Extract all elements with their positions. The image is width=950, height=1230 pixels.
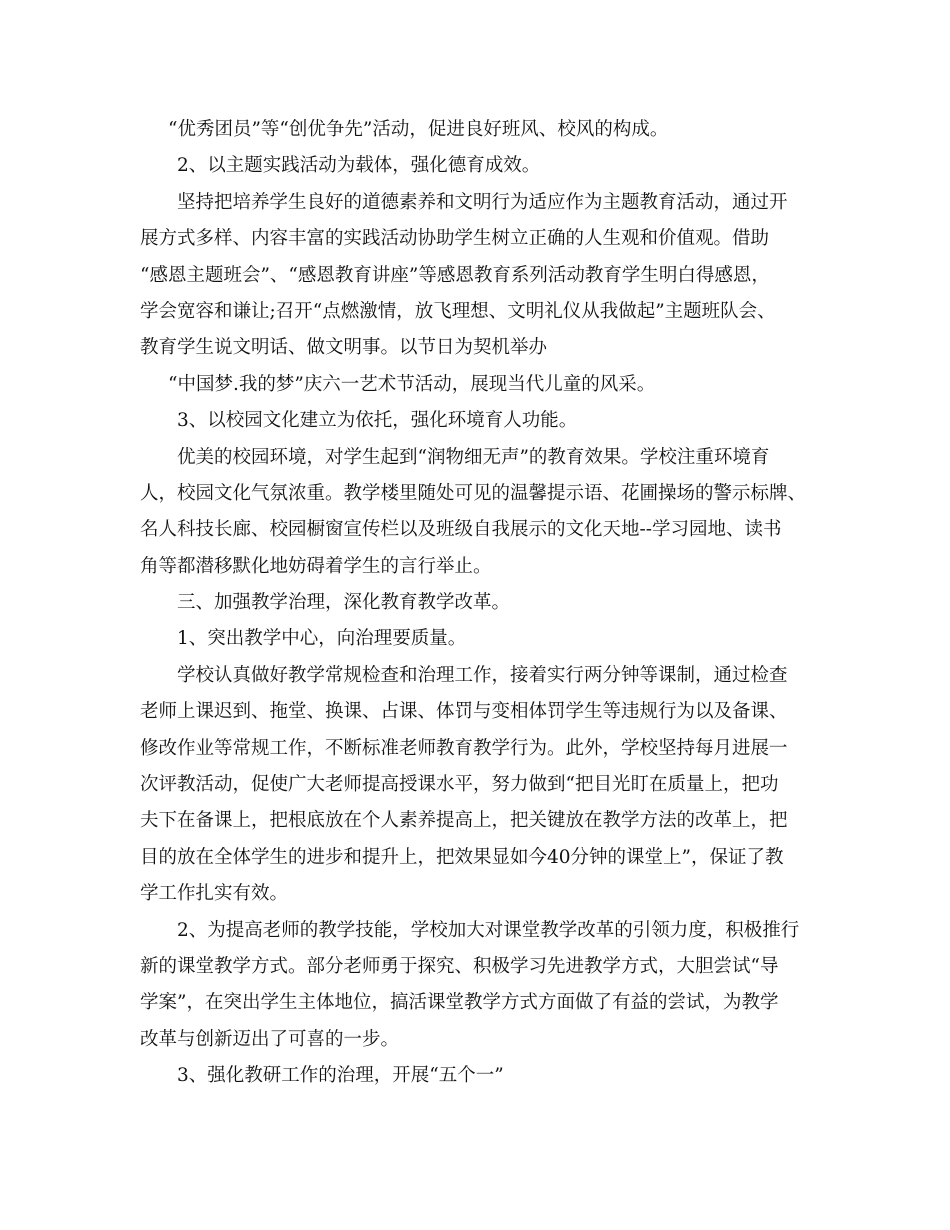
section-heading: 3、强化教研工作的治理，开展“五个一” [177,1065,504,1087]
paragraph-line: 展方式多样、内容丰富的实践活动协助学生树立正确的人生观和价值观。借助 [140,228,770,250]
paragraph-line: 老师上课迟到、拖堂、换课、占课、体罚与变相体罚学生等违规行为以及备课、 [140,701,788,723]
paragraph-line: “中国梦.我的梦”庆六一艺术节活动，展现当代儿童的风采。 [168,373,656,395]
paragraph-line: 学校认真做好教学常规检查和治理工作，接着实行两分钟等课制，通过检查 [177,664,788,686]
paragraph-line: 学案”，在突出学生主体地位，搞活课堂教学方式方面做了有益的尝试，为教学 [140,992,779,1014]
paragraph-line: 角等都潜移默化地妨碍着学生的言行举止。 [140,555,492,577]
paragraph-line: “优秀团员”等“创优争先”活动，促进良好班风、校风的构成。 [168,119,669,140]
body-text [140,112,820,1095]
paragraph-line: 2、为提高老师的教学技能，学校加大对课堂教学改革的引领力度，积极推行 [177,919,800,941]
paragraph-line: 次评教活动，促使广大老师提高授课水平，努力做到“把目光盯在质量上，把功 [140,774,779,796]
paragraph-line: 名人科技长廊、校园橱窗宣传栏以及班级自我展示的文化天地--学习园地、读书 [140,519,782,541]
section-heading: 2、以主题实践活动为载体，强化德育成效。 [177,155,541,177]
paragraph-line: 目的放在全体学生的进步和提升上，把效果显如今40分钟的课堂上”，保证了教 [140,846,784,868]
paragraph-line: 新的课堂教学方式。部分老师勇于探究、积极学习先进教学方式，大胆尝试“导 [140,955,779,977]
paragraph-line: 夫下在备课上，把根底放在个人素养提高上，把关键放在教学方法的改革上，把 [140,810,788,832]
section-heading: 1、突出教学中心，向治理要质量。 [177,628,467,650]
paragraph-line: 修改作业等常规工作，不断标准老师教育教学行为。此外，学校坚持每月进展一 [140,737,788,759]
paragraph-line: 坚持把培养学生良好的道德素养和文明行为适应作为主题教育活动，通过开 [177,191,788,213]
paragraph-line: 人，校园文化气氛浓重。教学楼里随处可见的温馨提示语、花圃操场的警示标牌、 [140,482,807,504]
paragraph-line: “感恩主题班会”、“感恩教育讲座”等感恩教育系列活动教育学生明白得感恩， [140,264,770,286]
paragraph-line: 学工作扎实有效。 [140,883,289,905]
paragraph-line: 优美的校园环境，对学生起到“润物细无声”的教育效果。学校注重环境育 [177,446,770,468]
chapter-heading: 三、加强教学治理，深化教育教学改革。 [177,592,511,614]
paragraph-line: 学会宽容和谦让;召开“点燃激情，放飞理想、文明礼仪从我做起”主题班队会、 [140,300,776,322]
section-heading: 3、以校园文化建立为依托，强化环境育人功能。 [177,410,578,432]
paragraph-line: 改革与创新迈出了可喜的一步。 [140,1028,400,1050]
paragraph-line: 教育学生说文明话、做文明事。以节日为契机举办 [140,337,548,359]
